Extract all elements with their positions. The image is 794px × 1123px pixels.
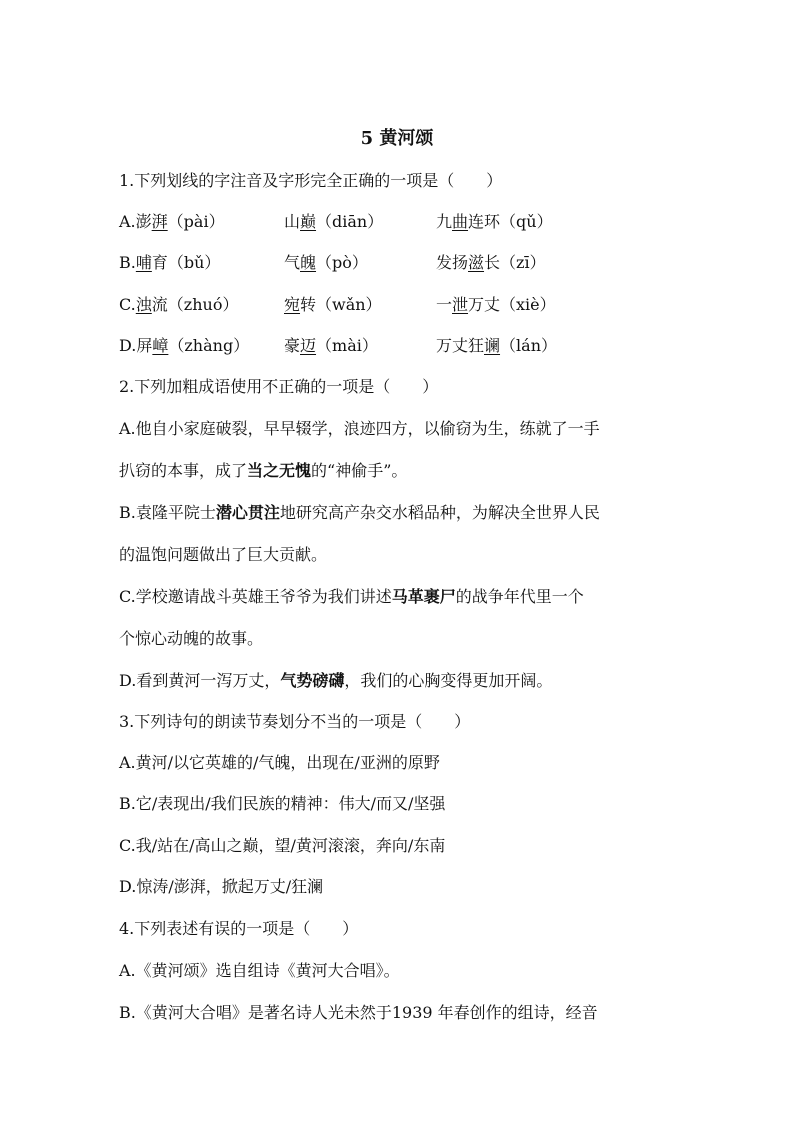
- question-3-option-b: B.它/表现出/我们民族的精神：伟大/而又/坚强: [119, 794, 446, 813]
- question-1-stem: 1.下列划线的字注音及字形完全正确的一项是（ ）: [119, 171, 503, 190]
- question-3-stem: 3.下列诗句的朗读节奏划分不当的一项是（ ）: [119, 712, 471, 731]
- question-4-stem: 4.下列表述有误的一项是（ ）: [119, 919, 359, 938]
- question-4-option-b: B.《黄河大合唱》是著名诗人光未然于1939 年春创作的组诗，经音: [119, 1003, 598, 1022]
- question-2-option-b-line-2: 的温饱问题做出了巨大贡献。: [119, 545, 328, 564]
- question-2-option-b-line-1: B.袁隆平院士潜心贯注地研究高产杂交水稻品种，为解决全世界人民: [119, 503, 600, 522]
- question-3-option-a: A.黄河/以它英雄的/气魄，出现在/亚洲的原野: [119, 753, 440, 772]
- option-d-3: 万丈狂谰（lán）: [436, 336, 557, 355]
- option-c-3: 一泄万丈（xiè）: [436, 295, 556, 314]
- question-3-option-c: C.我/站在/高山之巅，望/黄河滚滚，奔向/东南: [119, 836, 446, 855]
- question-2-option-a-line-1: A.他自小家庭破裂，早早辍学，浪迹四方，以偷窃为生，练就了一手: [119, 419, 600, 438]
- question-2-stem: 2.下列加粗成语使用不正确的一项是（ ）: [119, 377, 439, 396]
- option-a-2: 山巅（diān）: [284, 212, 384, 231]
- option-b-2: 气魄（pò）: [284, 253, 368, 272]
- option-a-3: 九曲连环（qǔ）: [436, 212, 553, 231]
- option-c-2: 宛转（wǎn）: [284, 295, 382, 314]
- question-3-option-d: D.惊涛/澎湃，掀起万丈/狂澜: [119, 877, 324, 896]
- lesson-title: 5 黄河颂: [360, 128, 434, 149]
- question-2-option-a-line-2: 扒窃的本事，成了当之无愧的“神偷手”。: [119, 461, 408, 480]
- option-d-1: D.屏嶂（zhàng）: [119, 336, 250, 355]
- option-a-1: A.澎湃（pài）: [119, 212, 225, 231]
- option-b-3: 发扬滋长（zī）: [436, 253, 546, 272]
- option-b-1: B.哺育（bǔ）: [119, 253, 221, 272]
- question-2-option-d: D.看到黄河一泻万丈，气势磅礴，我们的心胸变得更加开阔。: [119, 671, 553, 690]
- question-2-option-c-line-1: C.学校邀请战斗英雄王爷爷为我们讲述马革裹尸的战争年代里一个: [119, 587, 584, 606]
- option-c-1: C.浊流（zhuó）: [119, 295, 239, 314]
- question-2-option-c-line-2: 个惊心动魄的故事。: [119, 629, 264, 648]
- option-d-2: 豪迈（mài）: [284, 336, 378, 355]
- question-4-option-a: A.《黄河颂》选自组诗《黄河大合唱》。: [119, 961, 400, 980]
